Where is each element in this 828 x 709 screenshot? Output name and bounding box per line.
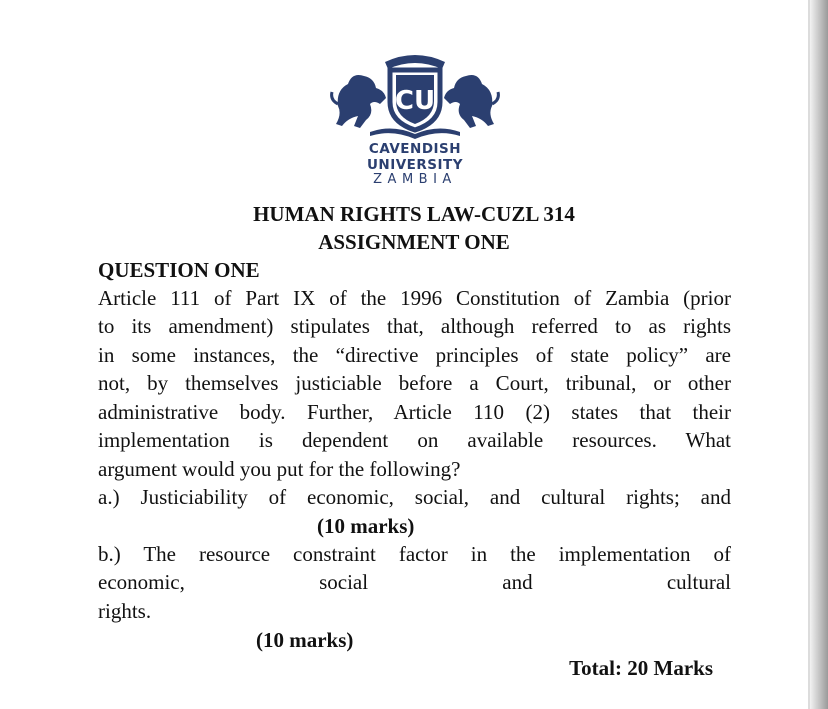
part-b-marks: (10 marks) [256, 628, 354, 652]
svg-text:CU: CU [394, 86, 436, 116]
university-name-line3: ZAMBIA [373, 172, 457, 187]
question-line: administrative body. Further, Article 110 (2) states that their [98, 400, 731, 424]
assignment-title: ASSIGNMENT ONE [318, 230, 510, 254]
part-b-line2: economic, social and cultural [98, 570, 731, 594]
total-marks: Total: 20 Marks [569, 656, 713, 680]
question-line: not, by themselves justiciable before a Court, tribunal, or other [98, 371, 731, 395]
part-a-text: a.) Justiciability of economic, social, and cultural rights; and [98, 485, 731, 509]
university-name-line1: CAVENDISH [368, 141, 462, 157]
question-line: to its amendment) stipulates that, although referred to as rights [98, 314, 731, 338]
university-name-line2: UNIVERSITY [366, 157, 464, 173]
question-line: implementation is dependent on available resources. What [98, 428, 731, 452]
part-b-line3: rights. [98, 599, 152, 623]
question-heading: QUESTION ONE [98, 258, 260, 282]
page-shadow [810, 0, 828, 709]
question-line: Article 111 of Part IX of the 1996 Constitution of Zambia (prior [98, 286, 731, 310]
part-b-line1: b.) The resource constraint factor in the implementation of [98, 542, 731, 566]
part-a-marks: (10 marks) [317, 514, 415, 538]
course-title: HUMAN RIGHTS LAW-CUZL 314 [253, 202, 575, 226]
question-line: argument would you put for the following? [98, 457, 461, 481]
university-logo [330, 44, 500, 144]
question-line: in some instances, the “directive principles of state policy” are [98, 343, 731, 367]
